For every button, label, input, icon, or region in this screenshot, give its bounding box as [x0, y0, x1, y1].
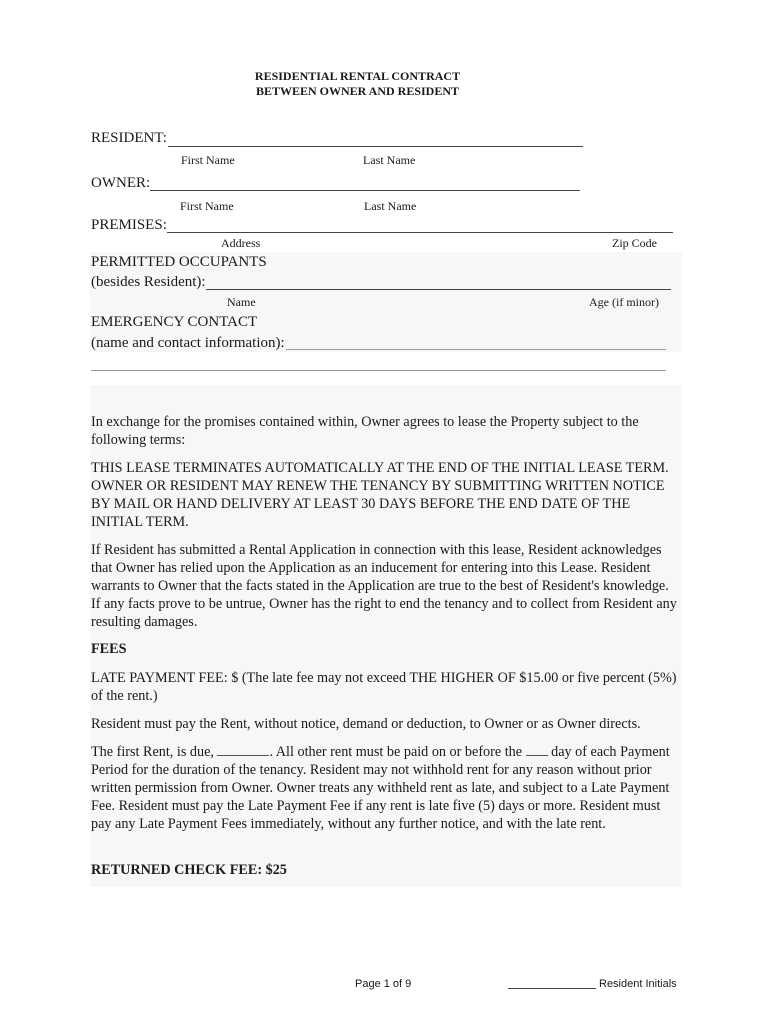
- emergency-label: EMERGENCY CONTACT: [91, 314, 258, 330]
- resident-first-name-caption: First Name: [181, 153, 235, 167]
- first-rent-date-field[interactable]: [217, 743, 269, 756]
- first-rent-text-c: day of each Payment Period for the duration of the tenancy. Resident may not withhold rent for any reason without prior written permission from Owner. Owner treats any withheld rent as late, and subject to a Late Payment Fee. Resident must pay the Late Payment Fee if any rent is late five (5) days or more. Resident must pay any Late Payment Fees immediately, without any further notice, and with the late rent.: [91, 744, 670, 832]
- resident-last-name-caption: Last Name: [363, 153, 416, 167]
- first-rent-text-b: . All other rent must be paid on or before the: [269, 744, 526, 760]
- premises-address-caption: Address: [221, 236, 261, 250]
- intro-paragraph: In exchange for the promises contained within, Owner agrees to lease the Property subject to the following terms:: [91, 414, 639, 448]
- occupants-name-caption: Name: [227, 295, 256, 309]
- first-rent-paragraph: [91, 743, 681, 833]
- late-fee-paragraph: LATE PAYMENT FEE: $ (The late fee may not exceed THE HIGHER OF $15.00 or five percent (5%) of the rent.): [91, 670, 677, 704]
- emergency-field[interactable]: [286, 349, 666, 350]
- premises-label: PREMISES:: [91, 217, 167, 233]
- owner-first-name-caption: First Name: [180, 199, 234, 213]
- contract-title-line2: BETWEEN OWNER AND RESIDENT: [255, 84, 460, 98]
- rent-due-day-field[interactable]: [526, 743, 548, 756]
- pay-rent-paragraph: Resident must pay the Rent, without notice, demand or deduction, to Owner or as Owner directs.: [91, 716, 641, 732]
- page-number: Page 1 of 9: [355, 978, 412, 990]
- premises-zip-caption: Zip Code: [612, 236, 657, 250]
- fees-heading: FEES: [91, 641, 127, 657]
- owner-label: OWNER:: [91, 175, 151, 191]
- resident-name-field[interactable]: [168, 146, 583, 147]
- contract-title-line1: RESIDENTIAL RENTAL CONTRACT: [254, 69, 461, 83]
- occupants-age-caption: Age (if minor): [589, 295, 659, 309]
- owner-last-name-caption: Last Name: [364, 199, 417, 213]
- application-paragraph: If Resident has submitted a Rental Application in connection with this lease, Resident acknowledges that Owner has relied upon the Application as an inducement for entering into this Lease. Resident warrants to Owner that the facts stated in the Application are true to the best of Resident's knowledge. If any facts prove to be untrue, Owner has the right to end the tenancy and to collect from Resident any resulting damages.: [91, 542, 677, 630]
- resident-initials-label: Resident Initials: [599, 978, 677, 990]
- occupants-sublabel: (besides Resident):: [91, 274, 206, 290]
- first-rent-text-a: The first Rent, is due,: [91, 744, 218, 760]
- returned-check-fee: RETURNED CHECK FEE: $25: [91, 862, 287, 878]
- occupants-label: PERMITTED OCCUPANTS: [91, 254, 267, 270]
- occupants-field[interactable]: [206, 289, 671, 290]
- emergency-sublabel: (name and contact information):: [91, 335, 285, 351]
- termination-paragraph: THIS LEASE TERMINATES AUTOMATICALLY AT THE END OF THE INITIAL LEASE TERM. OWNER OR RESIDENT MAY RENEW THE TENANCY BY SUBMITTING WRITTEN NOTICE BY MAIL OR HAND DELIVERY AT LEAST 30 DAYS BEFORE THE END DATE OF THE INITIAL TERM.: [91, 460, 669, 530]
- premises-address-field[interactable]: [167, 232, 673, 233]
- initials-field[interactable]: [508, 988, 596, 989]
- owner-name-field[interactable]: [150, 190, 580, 191]
- emergency-field-line2[interactable]: [91, 370, 666, 371]
- resident-label: RESIDENT:: [91, 130, 167, 146]
